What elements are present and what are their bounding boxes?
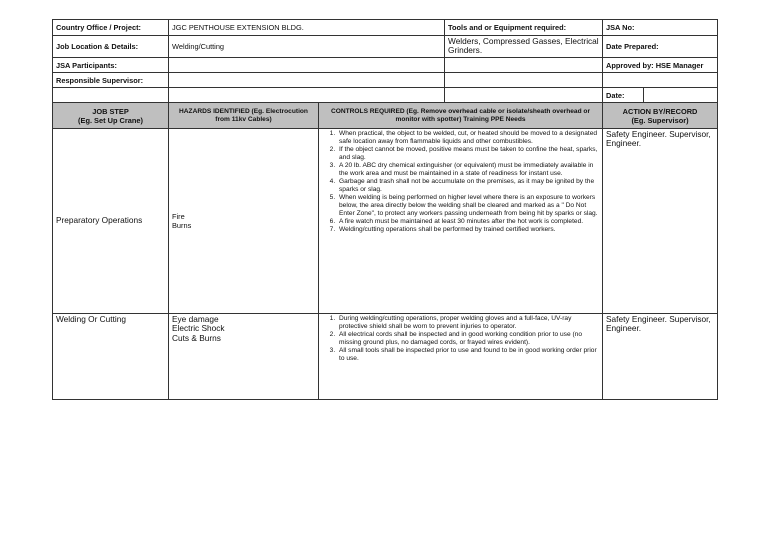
column-header-controls: CONTROLS REQUIRED (Eg. Remove overhead cable or isolate/sheath overhead or monitor with spotter) Training PPE Needs xyxy=(319,103,603,129)
hazard-item: Electric Shock xyxy=(172,323,225,334)
tools-label: Tools and or Equipment required: xyxy=(445,20,603,36)
participants-value xyxy=(169,58,445,73)
control-item: 2. If the object cannot be moved, positive means must be taken to confine the heat, sparks, and slag. xyxy=(337,146,599,162)
control-item: 1. When practical, the object to be welded, cut, or heated should be moved to a designated safe location away from flammable liquids and other combustibles. xyxy=(337,130,599,146)
control-item: 1. During welding/cutting operations, proper welding gloves and a full-face, UV-ray protective shield shall be worn to prevent injuries to operator. xyxy=(337,315,599,331)
supervisor-extra xyxy=(445,73,603,88)
hazard-item: Cuts & Burns xyxy=(172,332,221,343)
supervisor-value xyxy=(169,73,445,88)
hazard-item: Burns xyxy=(172,221,192,230)
control-item: 2. All electrical cords shall be inspected and in good working condition prior to use (no missing ground plus, no damaged cords, or frayed wires evident). xyxy=(337,331,599,347)
tools-value: Welders, Compressed Gasses, Electrical Grinders. xyxy=(445,36,603,58)
job-step-cell: Preparatory Operations xyxy=(53,129,169,314)
column-header-hazards: HAZARDS IDENTIFIED (Eg. Electrocution from 11kv Cables) xyxy=(169,103,319,129)
hazard-item: Fire xyxy=(172,212,185,221)
job-location-value: Welding/Cutting xyxy=(169,36,445,58)
action-cell: Safety Engineer. Supervisor, Engineer. xyxy=(603,314,718,400)
country-office-label: Country Office / Project: xyxy=(53,20,169,36)
blank-cell xyxy=(53,88,169,103)
date-prepared-label: Date Prepared: xyxy=(603,36,718,58)
job-step-cell: Welding Or Cutting xyxy=(53,314,169,400)
jsa-table xyxy=(52,19,718,400)
participants-label: JSA Participants: xyxy=(53,58,169,73)
hazards-cell xyxy=(169,129,319,314)
controls-cell xyxy=(319,314,603,400)
control-item: 7. Welding/cutting operations shall be performed by trained certified workers. xyxy=(337,226,599,234)
column-header-job-step: JOB STEP (Eg. Set Up Crane) xyxy=(53,103,169,129)
control-item: 6. A fire watch must be maintained at least 30 minutes after the hot work is completed. xyxy=(337,218,599,226)
supervisor-blank xyxy=(603,73,718,88)
approved-by-label: Approved by: HSE Manager xyxy=(603,58,718,73)
control-item: 3. A 20 lb. ABC dry chemical extinguisher (or equivalent) must be immediately available in the work area and must be maintained in a state of readiness for instant use. xyxy=(337,162,599,178)
blank-cell xyxy=(445,88,603,103)
supervisor-label: Responsible Supervisor: xyxy=(53,73,169,88)
country-office-value: JGC PENTHOUSE EXTENSION BLDG. xyxy=(169,20,445,36)
column-header-action: ACTION BY/RECORD (Eg. Supervisor) xyxy=(603,103,718,129)
participants-extra xyxy=(445,58,603,73)
date-label: Date: xyxy=(603,88,644,103)
job-location-label: Job Location & Details: xyxy=(53,36,169,58)
controls-cell xyxy=(319,129,603,314)
jsa-no-label: JSA No: xyxy=(603,20,718,36)
hazard-item: Eye damage xyxy=(172,314,219,324)
hazards-cell xyxy=(169,314,319,400)
date-value xyxy=(644,88,718,103)
control-item: 4. Garbage and trash shall not be accumulate on the premises, as it may be ignited by the sparks or slag. xyxy=(337,178,599,194)
blank-cell xyxy=(169,88,445,103)
action-cell: Safety Engineer. Supervisor, Engineer. xyxy=(603,129,718,314)
control-item: 5. When welding is being performed on higher level where there is an exposure to workers below, the area directly below the welding shall be cleared and marked as a " Do Not Enter Zone", to protect any workers passing underneath from being hit by sparks or slag. xyxy=(337,194,599,218)
control-item: 3. All small tools shall be inspected prior to use and found to be in good working order prior to use. xyxy=(337,347,599,363)
